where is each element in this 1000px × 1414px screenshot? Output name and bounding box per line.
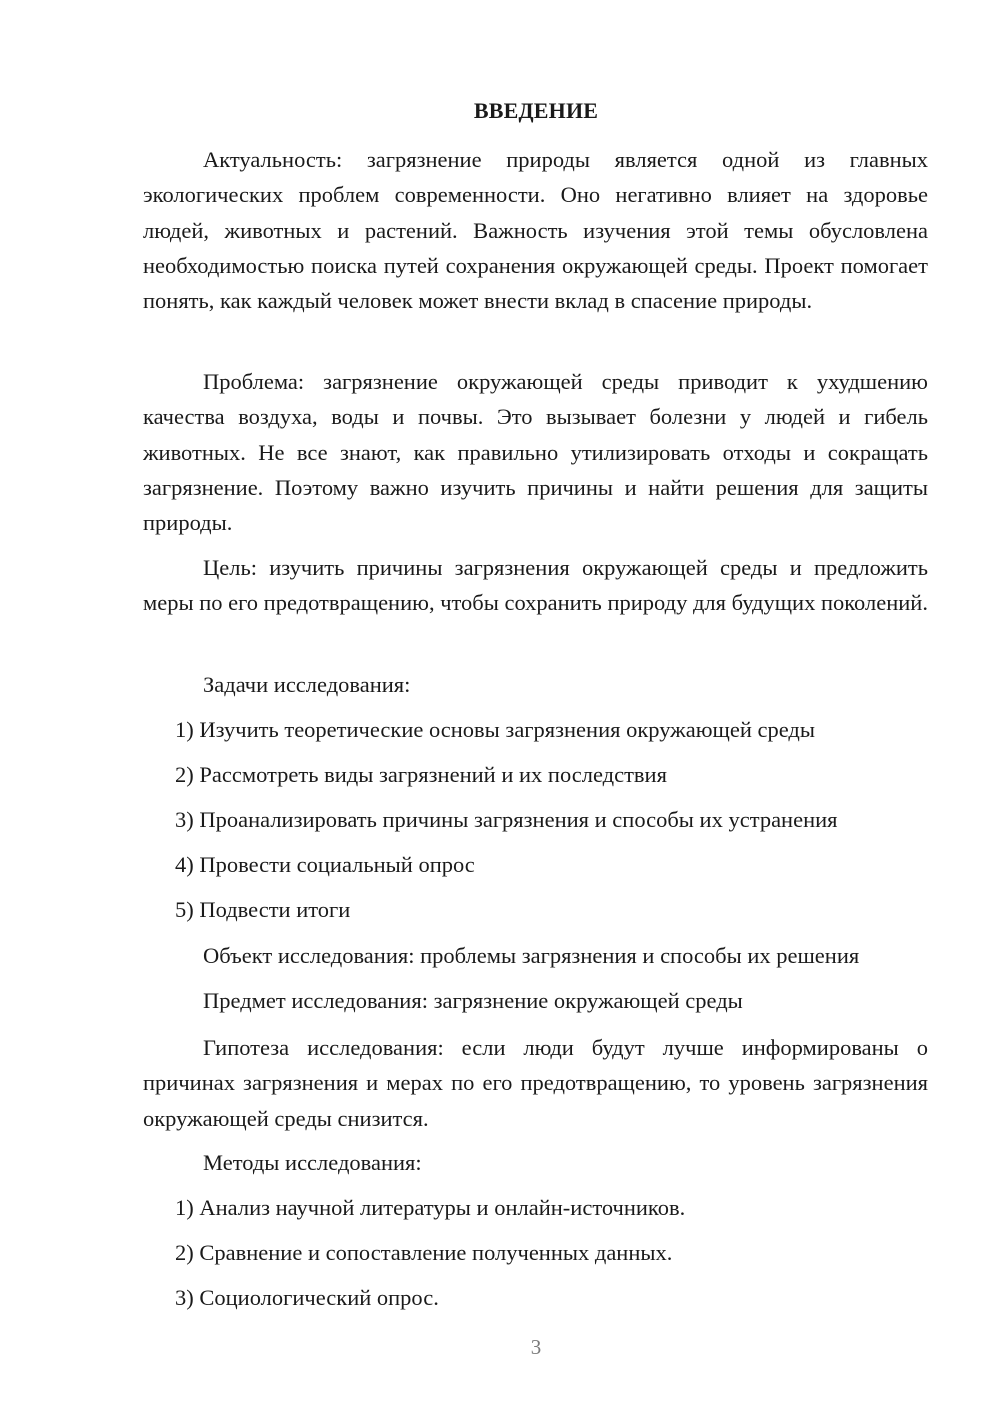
section-heading: ВВЕДЕНИЕ	[473, 98, 599, 123]
relevance-paragraph: Актуальность: загрязнение природы является одной из главных экологических проблем современности. Оно негативно влияет на здоровье людей, животных и растений. Важность изучения этой темы обусловлена необходимостью поиска путей сохранения окружающей среды. Проект помогает понять, как каждый человек может внести вклад в спасение природы.	[143, 147, 928, 314]
task-item: 1) Изучить теоретические основы загрязнения окружающей среды	[175, 717, 815, 742]
problem-paragraph: Проблема: загрязнение окружающей среды приводит к ухудшению качества воздуха, воды и почвы. Это вызывает болезни у людей и гибель животных. Не все знают, как правильно утилизировать отходы и сокращать загрязнение. Поэтому важно изучить причины и найти решения для защиты природы.	[143, 369, 928, 536]
methods-heading: Методы исследования:	[203, 1150, 422, 1175]
goal-paragraph: Цель: изучить причины загрязнения окружающей среды и предложить меры по его предотвращению, чтобы сохранить природу для будущих поколений.	[143, 555, 928, 616]
method-item: 2) Сравнение и сопоставление полученных данных.	[175, 1240, 673, 1265]
hypothesis-paragraph: Гипотеза исследования: если люди будут лучше информированы о причинах загрязнения и мерах по его предотвращению, то уровень загрязнения окружающей среды снизится.	[143, 1035, 928, 1131]
task-item: 2) Рассмотреть виды загрязнений и их последствия	[175, 762, 667, 787]
tasks-heading: Задачи исследования:	[203, 672, 411, 697]
task-item: 5) Подвести итоги	[175, 897, 351, 922]
task-item: 4) Провести социальный опрос	[175, 852, 475, 877]
page-number: 3	[530, 1335, 542, 1359]
research-subject: Предмет исследования: загрязнение окружающей среды	[203, 988, 743, 1013]
method-item: 1) Анализ научной литературы и онлайн-источников.	[175, 1195, 686, 1220]
task-item: 3) Проанализировать причины загрязнения и способы их устранения	[175, 807, 838, 832]
research-object: Объект исследования: проблемы загрязнения и способы их решения	[203, 943, 860, 968]
method-item: 3) Социологический опрос.	[175, 1285, 439, 1310]
